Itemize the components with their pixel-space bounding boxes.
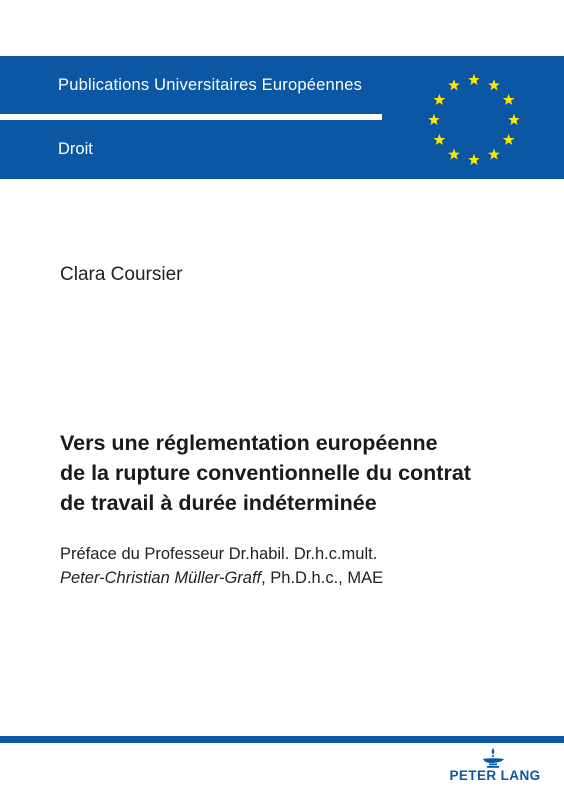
- star-icon: [428, 114, 440, 125]
- book-title: [60, 428, 540, 518]
- title-line-3: de travail à durée indéterminée: [60, 491, 377, 515]
- author-name: Clara Coursier: [60, 264, 183, 285]
- star-icon: [503, 94, 515, 105]
- star-icon: [488, 148, 500, 159]
- preface-line-2: [60, 566, 540, 590]
- preface-person: Peter-Christian Müller-Graff: [60, 569, 262, 587]
- star-icon: [433, 134, 445, 145]
- subseries-name: Droit: [58, 140, 93, 158]
- preface-credit: [60, 542, 540, 590]
- star-icon: [448, 79, 460, 90]
- title-line-2: de la rupture conventionnelle du contrat: [60, 461, 471, 485]
- star-icon: [468, 154, 480, 165]
- lamp-icon: [477, 746, 509, 768]
- star-icon: [488, 79, 500, 90]
- series-band: [0, 56, 564, 179]
- preface-suffix: , Ph.D.h.c., MAE: [261, 569, 384, 587]
- star-icon: [448, 148, 460, 159]
- bottom-bar: [0, 736, 564, 743]
- title-line-1: Vers une réglementation européenne: [60, 431, 438, 455]
- publisher-name: PETER LANG: [449, 768, 541, 783]
- series-name: Publications Universitaires Européennes: [58, 76, 363, 94]
- eu-stars-icon: [418, 64, 530, 176]
- star-icon: [468, 74, 480, 85]
- star-icon: [503, 134, 515, 145]
- star-icon: [508, 114, 520, 125]
- preface-line-1: Préface du Professeur Dr.habil. Dr.h.c.mult.: [60, 545, 378, 563]
- publisher-logo: [440, 746, 550, 790]
- series-divider: [0, 114, 382, 120]
- star-icon: [433, 94, 445, 105]
